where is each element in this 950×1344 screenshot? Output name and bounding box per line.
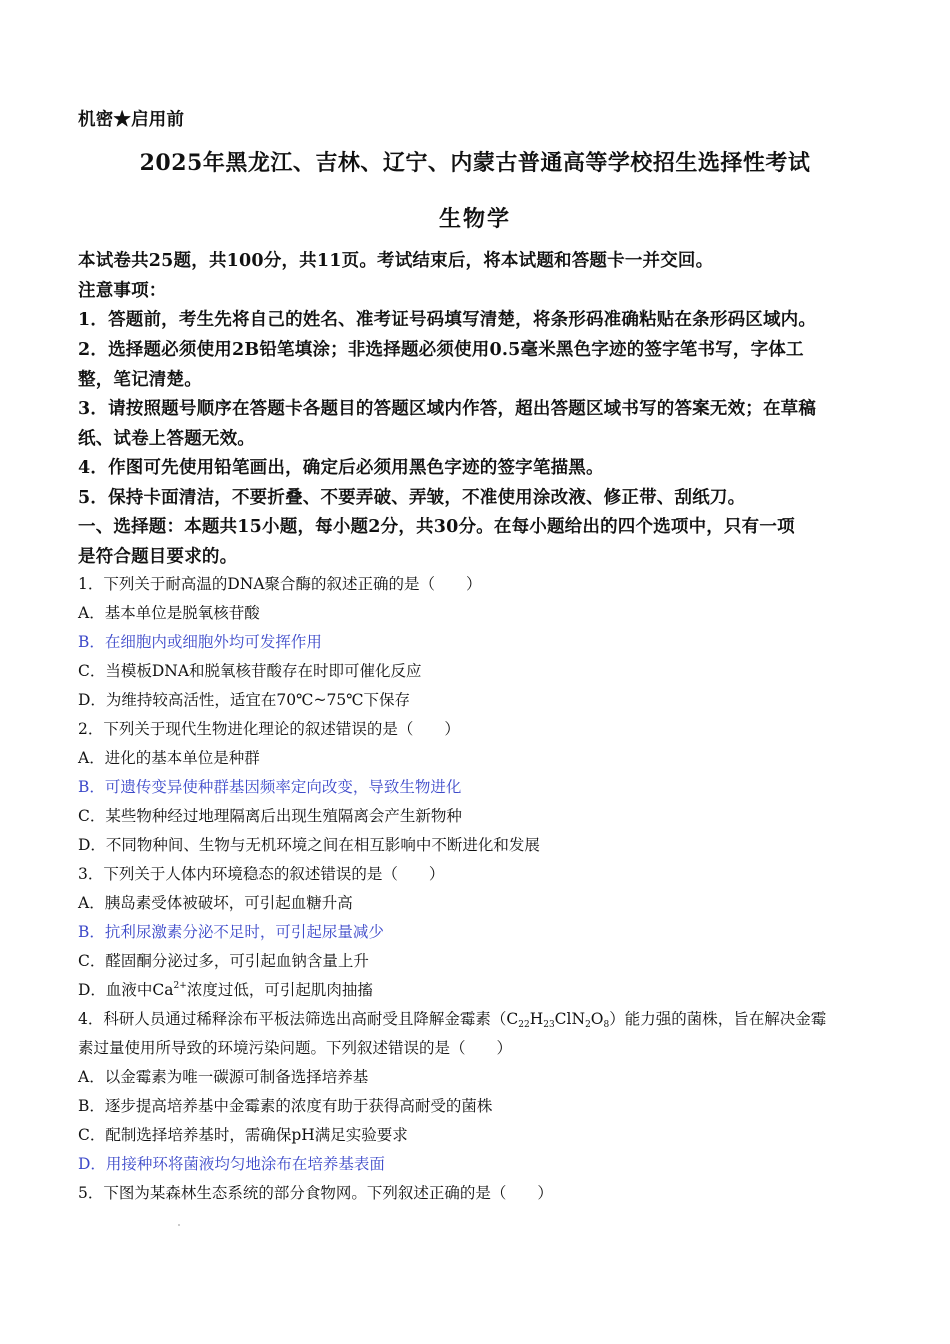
confidential-label: 机密★启用前 (78, 110, 185, 130)
question-2-stem: 2．下列关于现代生物进化理论的叙述错误的是（ ） (78, 720, 460, 738)
notice-item-5: 5．保持卡面清洁，不要折叠、不要弄破、弄皱，不准使用涂改液、修正带、刮纸刀。 (78, 488, 746, 508)
question-1-stem: 1．下列关于耐高温的DNA聚合酶的叙述正确的是（ ） (78, 575, 482, 593)
question-3-option-c: C．醛固酮分泌过多，可引起血钠含量上升 (78, 952, 369, 970)
formula-sub: 8 (603, 1020, 610, 1030)
question-1-option-a: A．基本单位是脱氧核苷酸 (78, 604, 260, 622)
question-1-option-c: C．当模板DNA和脱氧核苷酸存在时即可催化反应 (78, 662, 422, 680)
subject-title: 生物学 (438, 206, 511, 232)
question-4-option-b: B．逐步提高培养基中金霉素的浓度有助于获得高耐受的菌株 (78, 1097, 493, 1115)
question-4-stem-line-1 (78, 1007, 826, 1030)
question-4-stem-pre: 4．科研人员通过稀释涂布平板法筛选出高耐受且降解金霉素（C (78, 1010, 519, 1028)
notice-heading: 注意事项： (78, 281, 167, 301)
formula-part: O (590, 1010, 604, 1028)
notice-item-2-line-2: 整，笔记清楚。 (78, 370, 202, 390)
question-3-option-d-post: 浓度过低，可引起肌肉抽搐 (186, 981, 373, 999)
question-2-option-d: D．不同物种间、生物与无机环境之间在相互影响中不断进化和发展 (78, 836, 540, 854)
notice-item-4: 4．作图可先使用铅笔画出，确定后必须用黑色字迹的签字笔描黑。 (78, 458, 604, 478)
question-4-option-d: D．用接种环将菌液均匀地涂布在培养基表面 (78, 1155, 385, 1173)
question-2-option-c: C．某些物种经过地理隔离后出现生殖隔离会产生新物种 (78, 807, 462, 825)
question-3-stem: 3．下列关于人体内环境稳态的叙述错误的是（ ） (78, 865, 445, 883)
notice-item-2-line-1: 2．选择题必须使用2B铅笔填涂；非选择题必须使用0.5毫米黑色字迹的签字笔书写，字体工 (78, 340, 804, 360)
question-4-stem-line-2: 素过量使用所导致的环境污染问题。下列叙述错误的是（ ） (78, 1039, 513, 1057)
notice-item-3-line-1: 3．请按照题号顺序在答题卡各题目的答题区域内作答，超出答题区域书写的答案无效；在草稿 (78, 399, 817, 419)
question-3-option-d (78, 978, 373, 1000)
question-2-option-b: B．可遗传变异使种群基因频率定向改变，导致生物进化 (78, 778, 462, 796)
question-1-option-d: D．为维持较高活性，适宜在70℃~75℃下保存 (78, 691, 411, 709)
section-heading-line-1: 一、选择题：本题共15小题，每小题2分，共30分。在每小题给出的四个选项中，只有一项 (78, 517, 795, 537)
question-2-option-a: A．进化的基本单位是种群 (78, 749, 260, 767)
formula-part: ClN (554, 1010, 586, 1028)
formula-sub: 2 (585, 1020, 591, 1030)
question-4-option-c: C．配制选择培养基时，需确保pH满足实验要求 (78, 1126, 408, 1144)
notice-item-3-line-2: 纸、试卷上答题无效。 (78, 429, 255, 449)
notice-intro: 本试卷共25题，共100分，共11页。考试结束后，将本试题和答题卡一并交回。 (78, 251, 714, 271)
ion-charge: 2+ (173, 981, 187, 991)
formula-part: H (529, 1010, 544, 1028)
question-4-stem-post: ）能力强的菌株，旨在解决金霉 (609, 1010, 827, 1028)
scan-speck (178, 1224, 180, 1226)
question-3-option-d-pre: D．血液中Ca (78, 981, 174, 999)
section-heading-line-2: 是符合题目要求的。 (78, 547, 238, 567)
exam-title: 2025年黑龙江、吉林、辽宁、内蒙古普通高等学校招生选择性考试 (139, 150, 811, 176)
formula-sub: 22 (518, 1020, 530, 1030)
question-5-stem: 5．下图为某森林生态系统的部分食物网。下列叙述正确的是（ ） (78, 1184, 553, 1202)
notice-item-1: 1．答题前，考生先将自己的姓名、准考证号码填写清楚，将条形码准确粘贴在条形码区域内。 (78, 310, 817, 330)
question-3-option-b: B．抗利尿激素分泌不足时，可引起尿量减少 (78, 923, 384, 941)
question-3-option-a: A．胰岛素受体被破坏，可引起血糖升高 (78, 894, 353, 912)
question-4-option-a: A．以金霉素为唯一碳源可制备选择培养基 (78, 1068, 369, 1086)
formula-sub: 23 (543, 1020, 555, 1030)
question-1-option-b: B．在细胞内或细胞外均可发挥作用 (78, 633, 322, 651)
